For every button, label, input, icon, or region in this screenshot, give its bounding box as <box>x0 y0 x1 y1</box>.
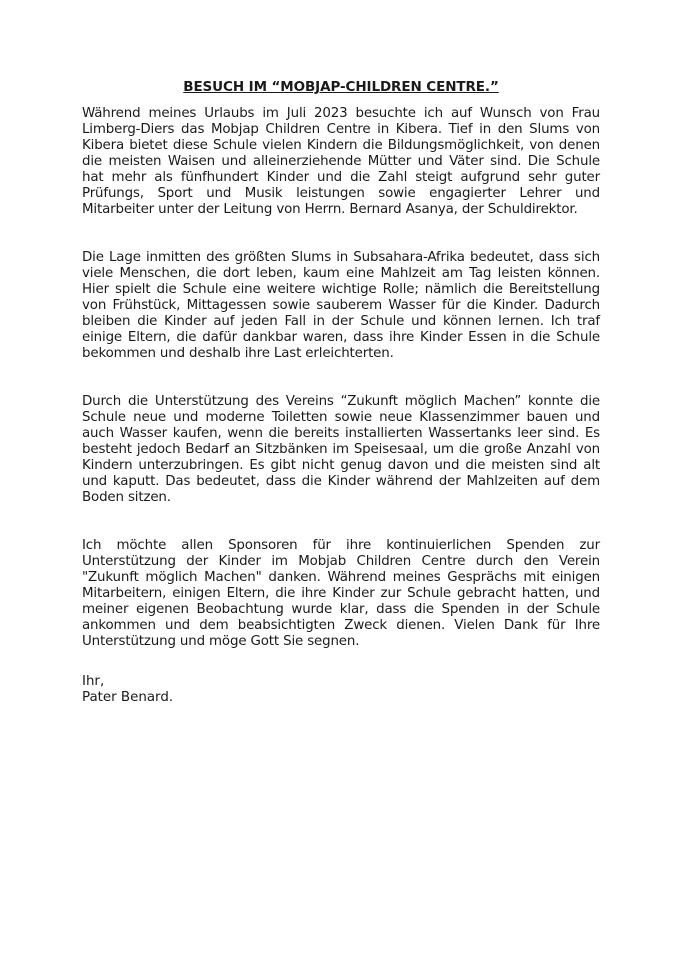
closing-signature: Pater Benard. <box>82 690 174 705</box>
closing-block <box>82 674 600 706</box>
closing-salutation: Ihr, <box>82 674 105 689</box>
paragraph-support-needs: Durch die Unterstützung des Vereins “Zukunft möglich Machen” konnte die Schule neue und moderne Toiletten sowie neue Klassenzimmer bauen und auch Wasser kaufen, wenn die bereits installierten Wassertanks leer sind. Es besteht jedoch Bedarf an Sitzbänken im Speisesaal, um die große Anzahl von Kindern unterzubringen. Es gibt nicht genug davon und die meisten sind alt und kaputt. Das bedeutet, dass die Kinder während der Mahlzeiten auf dem Boden sitzen. <box>82 394 600 505</box>
document-page <box>82 78 600 706</box>
paragraph-thanks: Ich möchte allen Sponsoren für ihre kontinuierlichen Spenden zur Unterstützung der Kinder im Mobjab Children Centre durch den Verein "Zukunft möglich Machen" danken. Während meines Gesprächs mit einigen Mitarbeitern, einigen Eltern, die ihre Kinder zur Schule gebracht hatten, und meiner eigenen Beobachtung wurde klar, dass die Spenden in der Schule ankommen und dem beabsichtigten Zweck dienen. Vielen Dank für Ihre Unterstützung und möge Gott Sie segnen. <box>82 538 600 649</box>
paragraph-visit-intro: Während meines Urlaubs im Juli 2023 besuchte ich auf Wunsch von Frau Limberg-Diers das Mobjap Children Centre in Kibera. Tief in den Slums von Kibera bietet diese Schule vielen Kindern die Bildungsmöglichkeit, von denen die meisten Waisen und alleinerziehende Mütter und Väter sind. Die Schule hat mehr als fünfhundert Kinder und die Zahl steigt aufgrund sehr guter Prüfungs, Sport und Musik leistungen sowie engagierter Lehrer und Mitarbeiter unter der Leitung von Herrn. Bernard Asanya, der Schuldirektor. <box>82 106 600 217</box>
document-title: BESUCH IM “MOBJAP-CHILDREN CENTRE.” <box>183 79 499 95</box>
paragraph-location-meals: Die Lage inmitten des größten Slums in Subsahara-Afrika bedeutet, dass sich viele Menschen, die dort leben, kaum eine Mahlzeit am Tag leisten können. Hier spielt die Schule eine weitere wichtige Rolle; nämlich die Bereitstellung von Frühstück, Mittagessen sowie sauberem Wasser für die Kinder. Dadurch bleiben die Kinder auf jeden Fall in der Schule und können lernen. Ich traf einige Eltern, die dafür dankbar waren, dass ihre Kinder Essen in die Schule bekommen und deshalb ihre Last erleichterten. <box>82 250 600 361</box>
